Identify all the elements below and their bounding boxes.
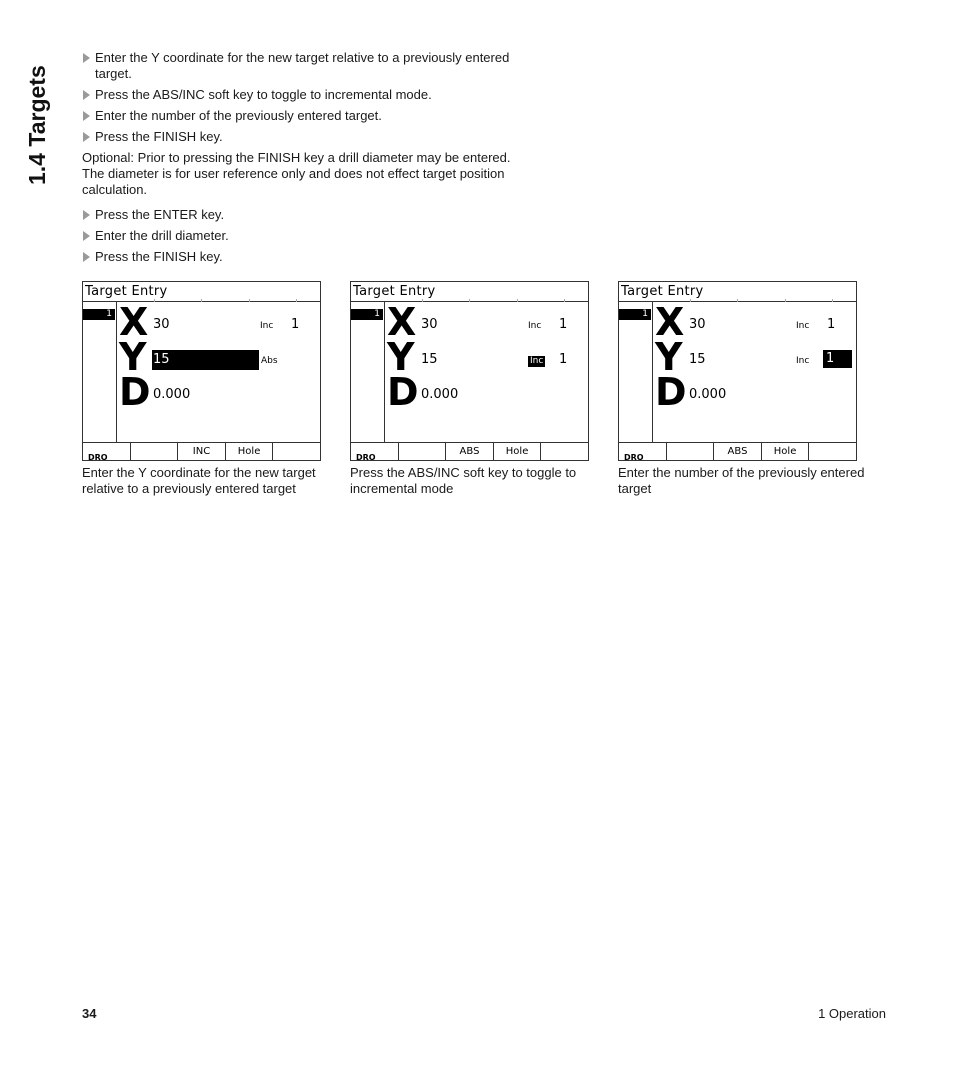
screen-caption-3: Enter the number of the previously entered target [618, 465, 865, 496]
axis-d-label: D [119, 370, 151, 414]
softkey-abs[interactable]: ABS [446, 443, 494, 460]
x-value: 30 [421, 317, 438, 332]
triangle-bullet-icon [83, 210, 90, 220]
dro-label: DRO [356, 453, 376, 462]
y-value: 15 [689, 352, 706, 367]
screen-title: Target Entry [619, 282, 856, 302]
y-value-input[interactable]: 15 [152, 350, 259, 370]
axis-x-label: X [655, 300, 685, 344]
axis-y-label: Y [655, 335, 683, 379]
x-mode: Inc [796, 321, 810, 331]
screen-caption-2: Press the ABS/INC soft key to toggle to incremental mode [350, 465, 577, 496]
page-number: 34 [82, 1006, 97, 1021]
step-text: Press the FINISH key. [95, 249, 223, 264]
dro-screen-2 [350, 281, 589, 461]
softkey-hole[interactable]: Hole [762, 443, 810, 460]
target-index: 1 [619, 309, 651, 320]
d-value: 0.000 [421, 387, 459, 402]
step-text: Enter the number of the previously entered target. [95, 108, 382, 123]
y-target-number: 1 [559, 352, 568, 367]
x-value: 30 [153, 317, 170, 332]
softkey-bar [351, 442, 588, 460]
axis-d-label: D [655, 370, 687, 414]
dro-screen-1 [82, 281, 321, 461]
softkey-1[interactable] [351, 443, 399, 460]
optional-note: Optional: Prior to pressing the FINISH key a drill diameter may be entered. The diameter is for user reference only and does not effect target position calculation. [82, 150, 511, 197]
softkey-5[interactable] [541, 443, 588, 460]
step-item [82, 108, 522, 124]
step-text: Press the FINISH key. [95, 129, 223, 144]
step-text: Press the ABS/INC soft key to toggle to incremental mode. [95, 87, 432, 102]
triangle-bullet-icon [83, 231, 90, 241]
axis-x-label: X [387, 300, 417, 344]
softkey-abs[interactable]: ABS [714, 443, 762, 460]
softkey-5[interactable] [273, 443, 320, 460]
x-mode: Inc [528, 321, 542, 331]
y-mode: Abs [261, 356, 278, 366]
triangle-bullet-icon [83, 111, 90, 121]
screen-title: Target Entry [83, 282, 320, 302]
triangle-bullet-icon [83, 53, 90, 63]
step-item [82, 87, 522, 103]
instructions [82, 50, 522, 270]
left-column [351, 302, 385, 462]
softkey-inc[interactable]: INC [178, 443, 226, 460]
section-title: 1.4 Targets [24, 65, 50, 185]
softkey-1[interactable] [619, 443, 667, 460]
triangle-bullet-icon [83, 252, 90, 262]
x-target-number: 1 [827, 317, 836, 332]
y-mode-toggle[interactable]: Inc [530, 356, 544, 366]
chapter-label: 1 Operation [818, 1006, 886, 1021]
dro-label: DRO [624, 453, 644, 462]
x-mode: Inc [260, 321, 274, 331]
axis-d-label: D [387, 370, 419, 414]
axis-y-label: Y [387, 335, 415, 379]
dro-label: DRO [88, 453, 108, 462]
step-item [82, 129, 522, 145]
axis-x-label: X [119, 300, 149, 344]
target-index: 1 [83, 309, 115, 320]
screen-caption-1: Enter the Y coordinate for the new target relative to a previously entered target [82, 465, 316, 496]
d-value: 0.000 [689, 387, 727, 402]
triangle-bullet-icon [83, 90, 90, 100]
softkey-5[interactable] [809, 443, 856, 460]
softkey-bar [619, 442, 856, 460]
softkey-bar [83, 442, 320, 460]
axis-y-label: Y [119, 335, 147, 379]
softkey-2[interactable] [131, 443, 179, 460]
step-text: Press the ENTER key. [95, 207, 225, 222]
left-column [619, 302, 653, 462]
x-target-number: 1 [559, 317, 568, 332]
step-text: Enter the Y coordinate for the new target relative to a previously entered target. [95, 50, 510, 81]
x-value: 30 [689, 317, 706, 332]
screen-title: Target Entry [351, 282, 588, 302]
d-value: 0.000 [153, 387, 191, 402]
softkey-1[interactable] [83, 443, 131, 460]
target-index: 1 [351, 309, 383, 320]
softkey-2[interactable] [667, 443, 715, 460]
step-item [82, 207, 522, 223]
softkey-2[interactable] [399, 443, 447, 460]
softkey-hole[interactable]: Hole [226, 443, 274, 460]
y-target-number-input[interactable]: 1 [823, 350, 852, 368]
triangle-bullet-icon [83, 132, 90, 142]
softkey-hole[interactable]: Hole [494, 443, 542, 460]
step-item [82, 50, 522, 82]
x-target-number: 1 [291, 317, 300, 332]
dro-screen-3 [618, 281, 857, 461]
step-item [82, 249, 522, 265]
step-text: Enter the drill diameter. [95, 228, 229, 243]
y-mode: Inc [796, 356, 810, 366]
y-value: 15 [421, 352, 438, 367]
left-column [83, 302, 117, 462]
step-item [82, 228, 522, 244]
